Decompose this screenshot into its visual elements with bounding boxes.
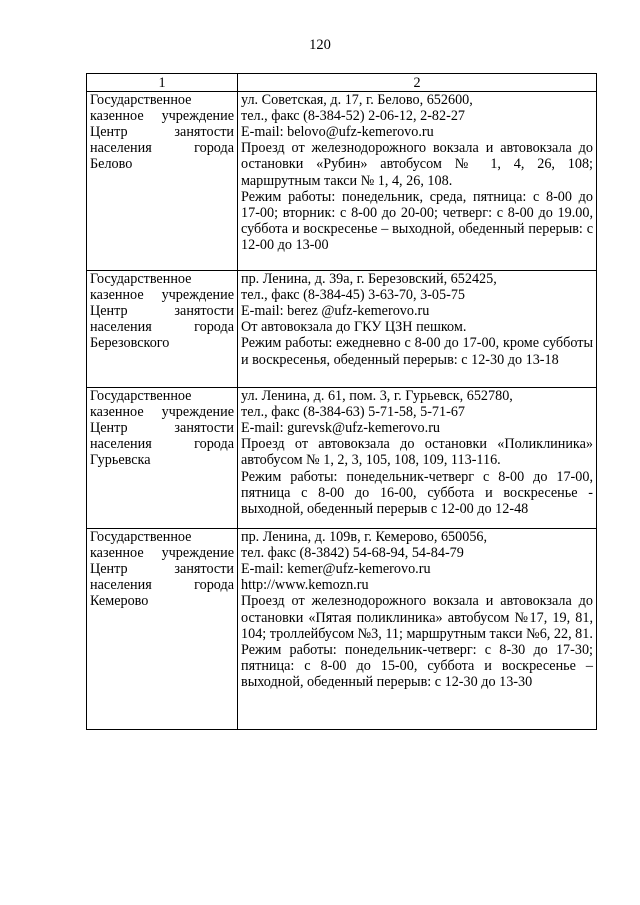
org-name-line: населения города (90, 140, 234, 157)
organization-name-cell (87, 529, 238, 730)
column-header-1: 1 (87, 74, 238, 92)
org-name-line: населения города (90, 577, 234, 594)
organization-name-cell (87, 388, 238, 529)
website-text: http://www.kemozn.ru (241, 577, 369, 594)
table-row (87, 529, 597, 730)
org-name-line: Центр занятости (90, 420, 234, 437)
contact-info-cell (238, 529, 597, 730)
schedule-text: Режим работы: понедельник-четверг: с 8-30 до 17-30; пятница: с 8-00 до 15-00, суббота и воскресенье – выходной, обеденный перерыв: с 12-30 до 13-30 (241, 641, 593, 690)
org-name-line: Государственное (90, 271, 192, 288)
schedule-text: Режим работы: понедельник-четверг с 8-00 до 17-00, пятница с 8-00 до 16-00, суббота и воскресенье - выходной, обеденный перерыв с 12-00 до 12-48 (241, 468, 593, 517)
org-name-line: Центр занятости (90, 561, 234, 578)
address-text: ул. Ленина, д. 61, пом. 3, г. Гурьевск, 652780, (241, 388, 513, 405)
org-name-line: Государственное (90, 388, 192, 405)
address-text: пр. Ленина, д. 109в, г. Кемерово, 650056, (241, 529, 488, 546)
schedule-text: Режим работы: ежедневно с 8-00 до 17-00, кроме субботы и воскресенья, обеденный перерыв: с 12-30 до 13-18 (241, 335, 593, 368)
phone-text: тел., факс (8-384-45) 3-63-70, 3-05-75 (241, 287, 466, 304)
table-row (87, 388, 597, 529)
employment-centers-table (86, 73, 597, 730)
table-header-row (87, 74, 597, 92)
org-name-line: Центр занятости (90, 124, 234, 141)
organization-name-cell (87, 271, 238, 388)
table-row (87, 271, 597, 388)
phone-text: тел., факс (8-384-63) 5-71-58, 5-71-67 (241, 404, 466, 421)
email-text: E-mail: belovo@ufz-kemerovo.ru (241, 124, 434, 141)
organization-name-cell (87, 92, 238, 271)
route-text: Проезд от железнодорожного вокзала и автовокзала до остановки «Рубин» автобусом № 1, 4, 26, 108; маршрутным такси № 1, 4, 26, 108. (241, 140, 593, 189)
column-header-2: 2 (238, 74, 597, 92)
address-text: ул. Советская, д. 17, г. Белово, 652600, (241, 92, 473, 109)
org-name-line: казенное учреждение (90, 545, 234, 562)
phone-text: тел. факс (8-3842) 54-68-94, 54-84-79 (241, 545, 464, 562)
email-text: E-mail: kemer@ufz-kemerovo.ru (241, 561, 431, 578)
contact-info-cell (238, 92, 597, 271)
phone-text: тел., факс (8-384-52) 2-06-12, 2-82-27 (241, 108, 466, 125)
org-name-line: казенное учреждение (90, 108, 234, 125)
org-name-line: Кемерово (90, 593, 149, 610)
org-name-line: Государственное (90, 529, 192, 546)
org-name-line: Центр занятости (90, 303, 234, 320)
route-text: Проезд от автовокзала до остановки «Поликлиника» автобусом № 1, 2, 3, 105, 108, 109, 113-116. (241, 436, 593, 469)
schedule-text: Режим работы: понедельник, среда, пятница: с 8-00 до 17-00; вторник: с 8-00 до 20-00; четверг: с 8-00 до 19.00, суббота и воскресенье – выходной, обеденный перерыв: с 12-00 до 13-00 (241, 188, 593, 253)
route-text: Проезд от железнодорожного вокзала и автовокзала до остановки «Пятая поликлиника» автобусом №17, 19, 81, 104; троллейбусом №3, 11; маршрутным такси №6, 22, 81. (241, 593, 593, 642)
org-name-line: населения города (90, 436, 234, 453)
org-name-line: Гурьевска (90, 452, 151, 469)
org-name-line: Государственное (90, 92, 192, 109)
email-text: E-mail: berez @ufz-kemerovo.ru (241, 303, 430, 320)
page-number: 120 (309, 37, 331, 53)
route-text: От автовокзала до ГКУ ЦЗН пешком. (241, 319, 467, 336)
email-text: E-mail: gurevsk@ufz-kemerovo.ru (241, 420, 441, 437)
table-row (87, 92, 597, 271)
contact-info-cell (238, 388, 597, 529)
org-name-line: населения города (90, 319, 234, 336)
org-name-line: казенное учреждение (90, 287, 234, 304)
org-name-line: Белово (90, 156, 133, 173)
org-name-line: Березовского (90, 335, 170, 352)
contact-info-cell (238, 271, 597, 388)
org-name-line: казенное учреждение (90, 404, 234, 421)
address-text: пр. Ленина, д. 39а, г. Березовский, 652425, (241, 271, 497, 288)
